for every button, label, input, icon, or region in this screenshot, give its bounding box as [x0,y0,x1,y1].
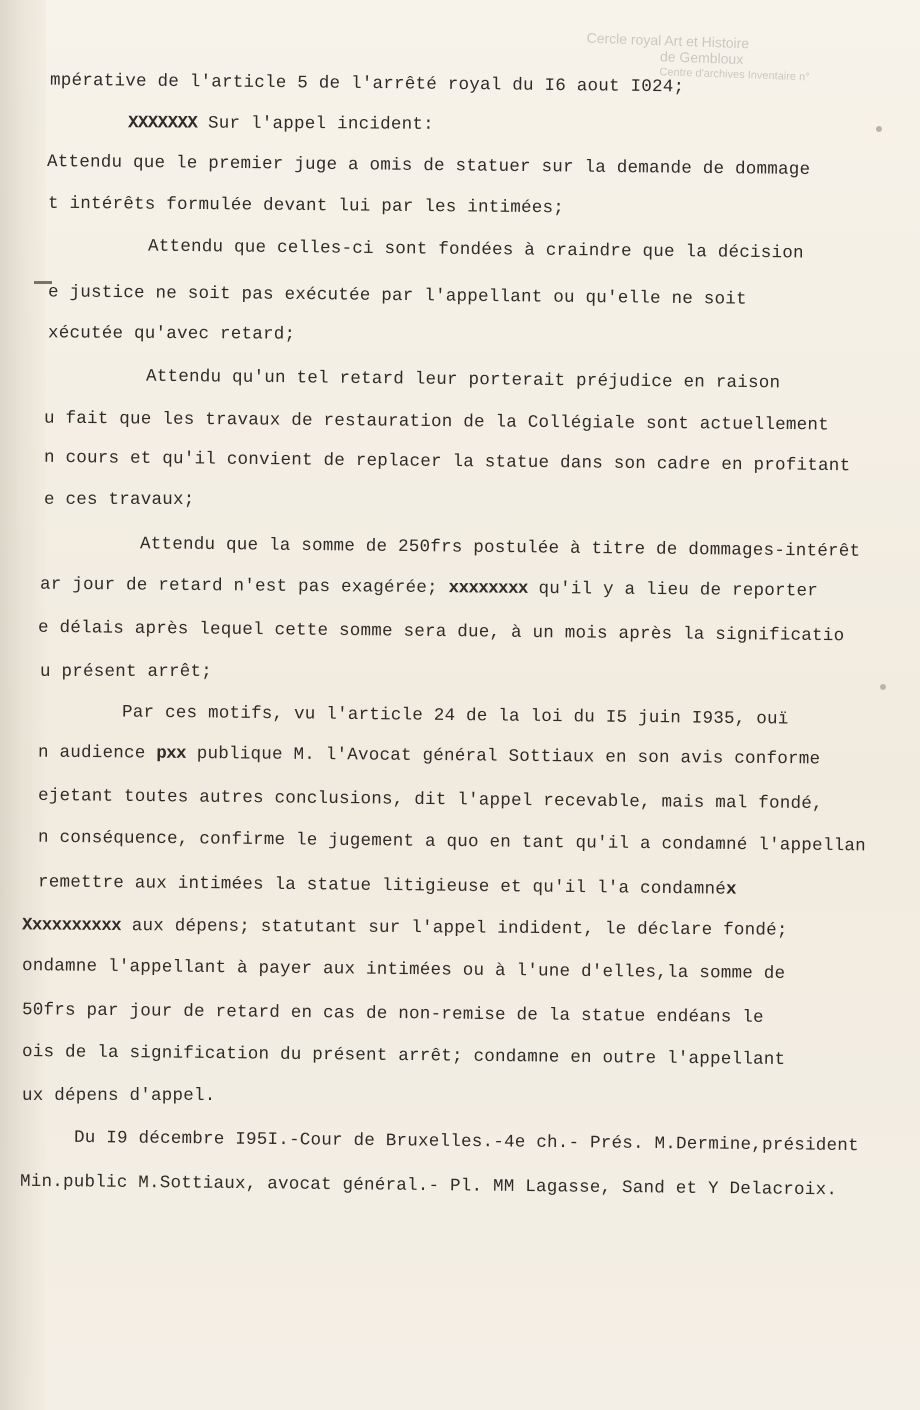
text-line [48,323,295,344]
text-line [47,152,811,180]
text-line [38,786,823,814]
stamp-line-3: Centre d'archives Inventaire n° [659,66,810,84]
line-text: Sur l'appel incident: [197,113,434,135]
line-text: Attendu que le premier juge a omis de statuer sur la demande de dommage [46,152,811,180]
text-line [38,872,736,899]
text-line [20,1172,837,1201]
struck-text: Xxxxxxxxxx [21,915,122,937]
line-text: 50frs par jour de retard en cas de non-remise de la statue endéans le [21,1000,764,1028]
line-text: n cours et qu'il convient de replacer la statue dans son cadre en profitant [43,447,851,477]
line-text: Attendu qu'un tel retard leur porterait préjudice en raison [145,366,781,394]
text-line [122,703,789,730]
text-line [22,956,786,984]
text-line [74,1128,859,1156]
line-text: u présent arrêt; [40,662,213,682]
text-line [48,282,747,309]
line-text: e ces travaux; [44,490,195,510]
text-line [140,534,861,562]
line-text: ois de la signification du présent arrêt; condamne en outre l'appellant [21,1042,786,1070]
text-line [40,662,212,682]
struck-text: xxxxxxxx [448,578,528,599]
text-line [38,743,821,770]
line-text: Attendu que celles-ci sont fondées à craindre que la décision [147,236,804,264]
text-line [22,1000,764,1028]
line-text: n audience [37,742,157,764]
line-text: Min.public M.Sottiaux, avocat général.- Pl. MM Lagasse, Sand et Y Delacroix. [19,1171,838,1201]
text-line [148,237,804,264]
line-text: qu'il y a lieu de reporter [527,578,819,602]
line-text: ux dépens d'appel. [22,1086,216,1106]
paper-spot [880,684,886,690]
text-line [48,194,564,219]
text-line [40,575,818,602]
text-line [44,409,829,436]
line-text: mpérative de l'article 5 de l'arrêté royal du I6 aout I024; [49,70,685,98]
paper-spot [876,126,882,132]
line-text: remettre aux intimées la statue litigieuse et qu'il l'a condamné [37,872,727,900]
struck-text: x [725,879,737,900]
line-text: ondamne l'appellant à payer aux intimées ou à l'une d'elles,la somme de [21,956,786,984]
line-text: Attendu que la somme de 250frs postulée à titre de dommages-intérêt [139,534,861,562]
line-text: aux dépens; statutant sur l'appel indident, le déclare fondé; [120,916,788,941]
struck-text: XXXXXXX [127,113,198,134]
text-line [38,828,866,857]
line-text: e justice ne soit pas exécutée par l'appellant ou qu'elle ne soit [47,282,747,310]
line-text: ar jour de retard n'est pas exagérée; [39,574,449,599]
stamp-line-1: Cercle royal Art et Histoire [586,29,750,52]
line-text: e délais après lequel cette somme sera due, à un mois après la significatio [37,617,845,647]
text-line [22,1086,216,1106]
text-line [38,618,845,646]
line-text: Du I9 décembre I95I.-Cour de Bruxelles.-4e ch.- Prés. M.Dermine,président [73,1127,859,1157]
line-text: Par ces motifs, vu l'article 24 de la loi du I5 juin I935, ouï [121,702,789,730]
text-line [22,915,788,940]
stamp-line-2: de Gembloux [659,48,744,68]
line-text: xécutée qu'avec retard; [47,323,296,345]
text-line [44,490,195,510]
text-line [146,367,781,394]
line-text: t intérêts formulée devant lui par les intimées; [47,193,565,219]
text-line [44,448,851,476]
page-edge-shadow [0,0,46,1410]
line-text: ejetant toutes autres conclusions, dit l'appel recevable, mais mal fondé, [37,785,823,815]
struck-text: pxx [156,743,187,764]
line-text: n conséquence, confirme le jugement a quo en tant qu'il a condamné l'appellan [37,827,866,857]
text-line [22,1042,786,1070]
line-text: u fait que les travaux de restauration de la Collégiale sont actuellement [43,408,829,436]
text-line [128,113,434,135]
line-text: publique M. l'Avocat général Sottiaux en son avis conforme [185,743,821,770]
